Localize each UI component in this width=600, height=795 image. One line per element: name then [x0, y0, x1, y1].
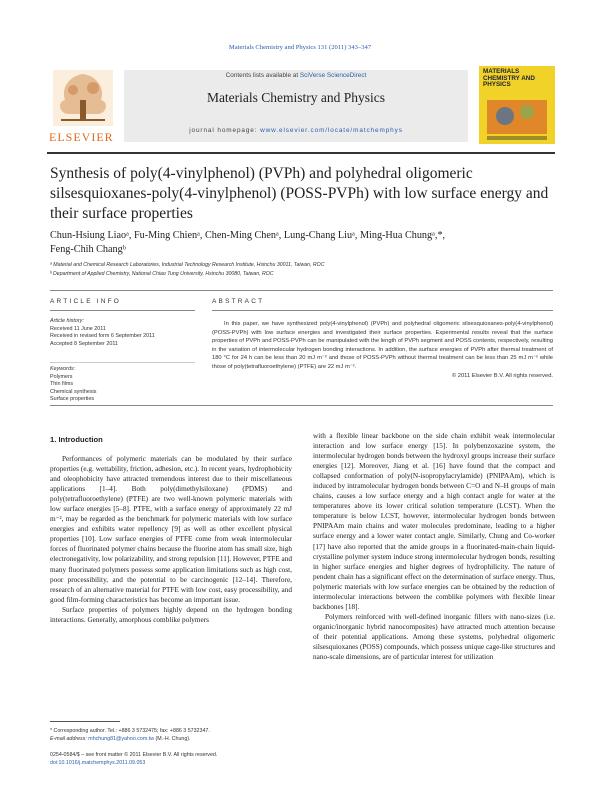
- affiliations: [50, 261, 550, 278]
- keyword: Surface properties: [50, 396, 95, 403]
- journal-banner: [47, 66, 555, 153]
- affiliation-b: ᵇ Department of Applied Chemistry, National Chiao Tung University, Hsinchu 30080, Taiwan, ROC: [50, 270, 274, 277]
- body-column-left: [50, 454, 292, 625]
- cover-title: MATERIALS CHEMISTRY AND PHYSICS: [483, 68, 535, 88]
- sciverse-link[interactable]: SciVerse ScienceDirect: [299, 72, 367, 79]
- journal-homepage-link[interactable]: www.elsevier.com/locate/matchemphys: [260, 127, 403, 134]
- corresponding-author-footnote: [50, 727, 300, 743]
- intro-paragraph-1: Performances of polymeric materials can be modulated by their surface properties (e.g. wettability, friction, adhesion, etc.). In recent years, hydrophobicity and oleophobicity have attracted tremendous interest due to their miscellaneous applications [1–4]. Both poly(dimethylsiloxane) (PDMS) and poly(tetrafluoroethylene) (PTFE) are two well-known polymeric materials with low surface energies [5–8]. PTFE, with a surface energy of approximately 22 mJ m⁻², may be regarded as the benchmark for polymeric materials with low surface energies and exhibits water repellency [9] as well as other excellent physical properties [10]. Low surface energies of PTFE come from weak intermolecular forces of fluorinated polymer chains because the fluorine atom has small size, high electronegativity, low polarizability, and strong repulsion [11]. However, PTFE and many fluorinated polymers possess some application limitations such as high cost, poor processibility, and the potential to be carcinogenic [12–14]. Therefore, research of an alternative material for PTFE with low cost, easy processibility, and good film-forming characteristics has become an important issue.: [50, 455, 292, 604]
- elsevier-logo: [47, 66, 119, 142]
- abstract-heading-rule: [212, 310, 553, 311]
- keyword: Polymers: [50, 373, 73, 380]
- affiliation-a: ᵃ Material and Chemical Research Laboratories, Industrial Technology Research Institute, Hsinchu 30011, Taiwan, ROC: [50, 262, 325, 268]
- abstract-bottom-rule: [50, 405, 553, 406]
- page-footer: [50, 751, 350, 767]
- received-date: Received 11 June 2011: [50, 325, 106, 332]
- keywords-block: [50, 366, 200, 404]
- elsevier-tree-icon: [47, 66, 119, 128]
- keywords-label: Keywords:: [50, 366, 76, 372]
- section-heading-introduction: 1. Introduction: [50, 435, 103, 444]
- cover-graphic-icon: [479, 66, 555, 144]
- author-email-link[interactable]: mhchung81@yahoo.com.tw: [88, 736, 155, 743]
- abstract-paragraph: In this paper, we have synthesized poly(4-vinylphenol) (PVPh) and polyhedral oligomeric silsesquioxanes-poly(4-vinylphenol) (POSS-PVPh) with low surface energies and investigated their surface properties. Experimental results reveal that the surface properties of PVPh and POSS-PVPh can be manipulated with the length of PVPh segment and POSS contents, respectively, resulting in the variation of intermolecular hydrogen bonding interactions. In addition, the surface energies of PVPh after thermal treatment of 180 °C for 24 h can be less than 20 mJ m⁻² and those of POSS-PVPh without thermal treatment can be less than 25 mJ m⁻² while those of poly(tetrafluoroethylene) (PTFE) are 22 mJ m⁻².: [212, 321, 553, 370]
- email-line: E-mail address: mhchung81@yahoo.com.tw (M.-H. Chung).: [50, 736, 191, 743]
- article-history: [50, 318, 200, 348]
- intro-paragraph-3: Polymers reinforced with well-defined inorganic fillers with nano-sizes (i.e. organic/inorganic hybrid nanocomposites) have attracted much attention because of their potential applications. Among these systems, polyhedral oligomeric silsesquioxanes (POSS) compounds, which possess unique cage-like structures and nano-scale dimensions, are of particular interest for utilization: [313, 612, 555, 662]
- journal-name: Materials Chemistry and Physics: [206, 90, 386, 105]
- revised-date: Received in revised form 6 September 2011: [50, 333, 155, 340]
- keywords-rule: [50, 362, 195, 363]
- keyword: Chemical synthesis: [50, 388, 97, 395]
- corresponding-author-contact: * Corresponding author. Tel.: +886 3 5732475; fax: +886 3 5732347.: [50, 728, 210, 734]
- article-title: Synthesis of poly(4-vinylphenol) (PVPh) and polyhedral oligomeric silsesquioxanes-poly(4-vinylphenol) (POSS-PVPh) with low surface energy and their surface properties: [50, 165, 549, 222]
- history-label: Article history:: [50, 318, 84, 324]
- intro-paragraph-2: Surface properties of polymers highly depend on the hydrogen bonding interactions. Generally, amorphous comblike polymers: [50, 605, 292, 624]
- info-top-rule: [50, 290, 553, 291]
- contents-available-line: Contents lists available at SciVerse ScienceDirect: [225, 72, 367, 79]
- accepted-date: Accepted 8 September 2011: [50, 340, 118, 347]
- doi-link[interactable]: doi:10.1016/j.matchemphys.2011.09.053: [50, 760, 146, 767]
- journal-homepage-line: journal homepage: www.elsevier.com/locate/matchemphys: [189, 127, 403, 134]
- abstract-body: [212, 320, 553, 380]
- journal-cover-thumbnail: [479, 66, 555, 144]
- article-info-heading: ARTICLE INFO: [50, 298, 122, 305]
- authors-line-1: Chun-Hsiung Liaoᵃ, Fu-Ming Chienᵃ, Chen-Ming Chenᵃ, Lung-Chang Liuᵃ, Ming-Hua Chungᵃ,*,: [50, 230, 446, 241]
- issn-line: 0254-0584/$ – see front matter © 2011 Elsevier B.V. All rights reserved.: [50, 752, 218, 758]
- publisher-wordmark: ELSEVIER: [49, 130, 114, 144]
- abstract-heading: ABSTRACT: [212, 298, 265, 305]
- journal-citation-line: Materials Chemistry and Physics 131 (2011) 343–347: [228, 44, 372, 51]
- intro-paragraph-2-cont: with a flexible linear backbone on the side chain exhibit weak intermolecular interaction and low surface energy [15]. In polybenzoxazine system, the intermolecular hydrogen bonds between the hydroxyl groups increase their surface energies [12]. Moreover, Jiang et al. [16] have found that the compact and collapsed conformation of poly(N-isopropylacrylamide) (PNIPAAm), which is induced by intramolecular hydrogen bonds between C=O and N–H groups of main chains, causes a low surface energy and a high contact angle for water at the temperatures above its lower critical solution temperature (LCST). When the temperature is below LCST, however, intermolecular hydrogen bonds between PNIPAAm main chains and water molecules predominate, leading to a higher surface energy and a lower water contact angle. Similarly, Chung and Co-worker [17] have also reported that the amide groups in a fluorinated-main-chain liquid-crystalline polymer system induce strong intermolecular hydrogen bonds, resulting in higher surface energies and higher degrees of hydrophilicity. The nature of pendent chain has a significant effect on the determination of surface energy. Thus, polymeric materials with low surface energies can be obtained by the reduction of intermolecular interactions between the comblike polymers with flexible linear backbones [18].: [313, 432, 555, 611]
- info-heading-rule: [50, 310, 195, 311]
- author-list: [50, 229, 550, 257]
- footnote-rule: [50, 721, 120, 722]
- copyright-notice: © 2011 Elsevier B.V. All rights reserved.: [451, 372, 553, 379]
- body-column-right: [313, 431, 555, 662]
- keyword: Thin films: [50, 381, 74, 388]
- header-divider: [47, 152, 555, 154]
- authors-line-2: Feng-Chih Changᵇ: [50, 244, 126, 255]
